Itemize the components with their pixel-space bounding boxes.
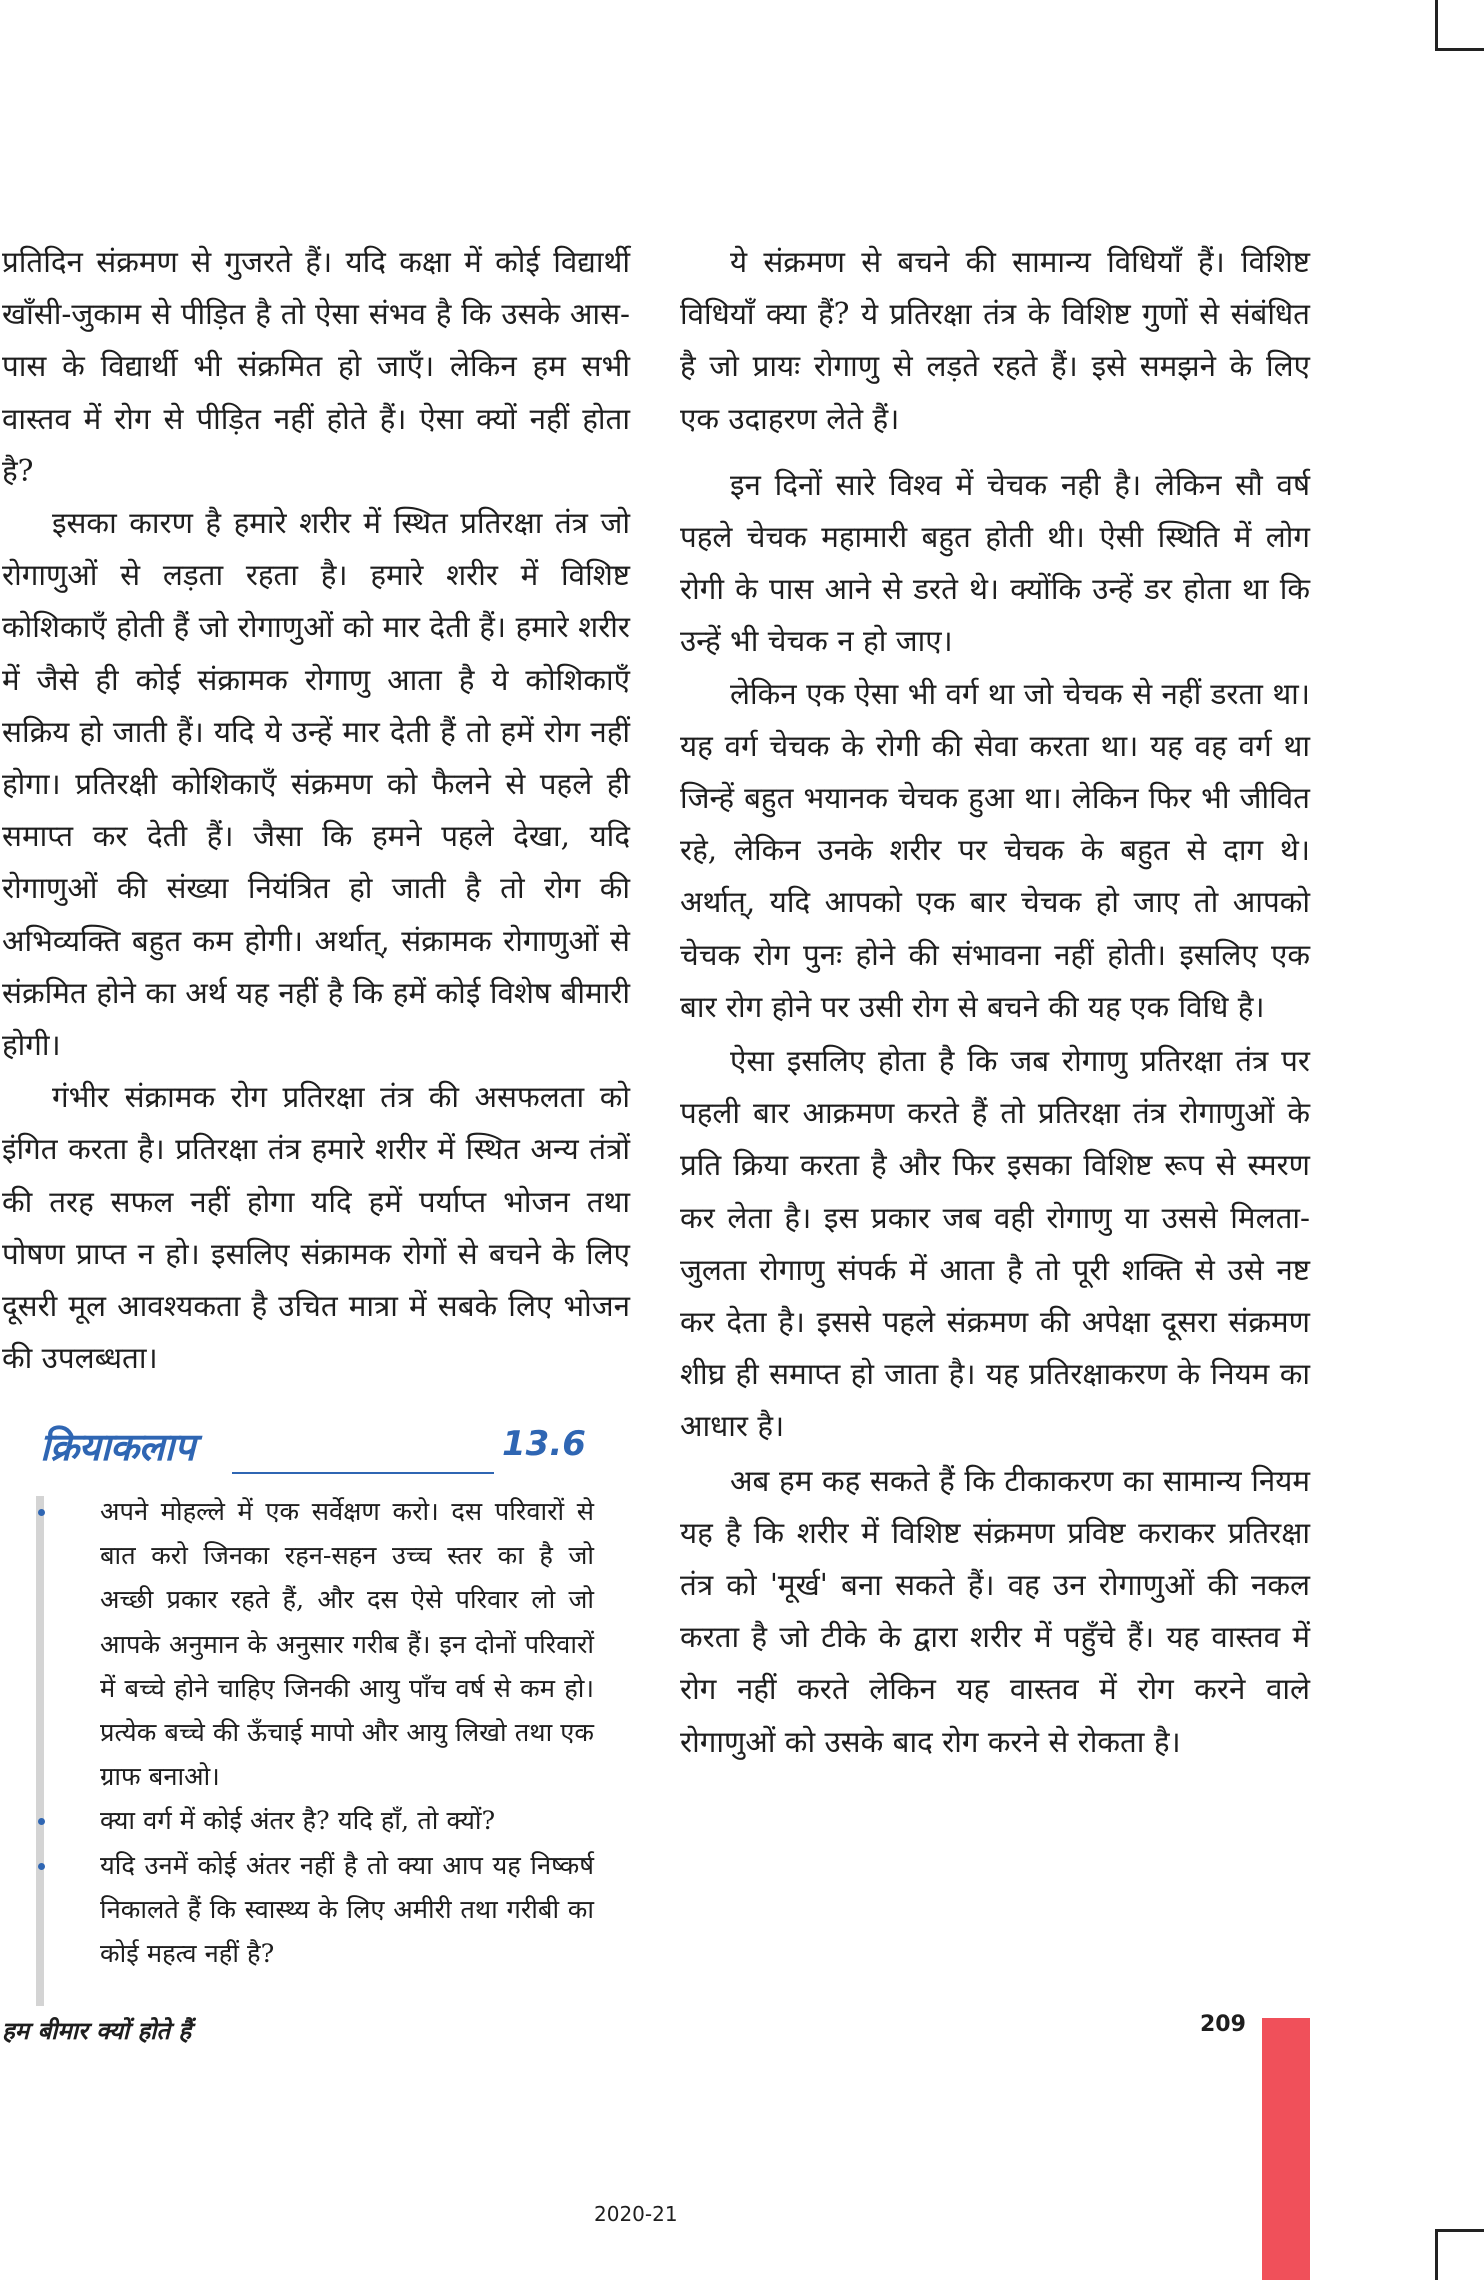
crop-mark-bottom <box>1435 2229 1484 2280</box>
activity-title: क्रियाकलाप <box>40 1425 195 1469</box>
left-column <box>2 236 630 1384</box>
page-number: 209 <box>1200 2012 1246 2037</box>
edition-year: 2020-21 <box>594 2202 678 2226</box>
activity-item <box>38 1844 594 1977</box>
activity-item-text: यदि उनमें कोई अंतर नहीं है तो क्या आप यह निष्कर्ष निकालते हैं कि स्वास्थ्य के लिए अमीरी तथा गरीबी का कोई महत्व नहीं है? <box>100 1850 594 1970</box>
paragraph: अब हम कह सकते हैं कि टीकाकरण का सामान्य नियम यह है कि शरीर में विशिष्ट संक्रमण प्रविष्ट कराकर प्रतिरक्षा तंत्र को 'मूर्ख' बना सकते हैं। वह उन रोगाणुओं की नकल करता है जो टीके के द्वारा शरीर में पहुँचे हैं। यह वास्तव में रोग नहीं करते लेकिन यह वास्तव में रोग करने वाले रोगाणुओं को उसके बाद रोग करने से रोकता है। <box>680 1463 1310 1759</box>
activity-title-rule <box>232 1472 494 1474</box>
paragraph: इन दिनों सारे विश्व में चेचक नही है। लेकिन सौ वर्ष पहले चेचक महामारी बहुत होती थी। ऐसी स्थिति में लोग रोगी के पास आने से डरते थे। क्योंकि उन्हें डर होता था कि उन्हें भी चेचक न हो जाए। <box>680 467 1310 659</box>
page-tab-bar <box>1262 2018 1310 2280</box>
activity-item <box>38 1490 594 1799</box>
paragraph: लेकिन एक ऐसा भी वर्ग था जो चेचक से नहीं डरता था। यह वर्ग चेचक के रोगी की सेवा करता था। यह वह वर्ग था जिन्हें बहुत भयानक चेचक हुआ था। लेकिन फिर भी जीवित रहे, लेकिन उनके शरीर पर चेचक के बहुत से दाग थे। अर्थात्, यदि आपको एक बार चेचक हो जाए तो आपको चेचक रोग पुनः होने की संभावना नहीं होती। इसलिए एक बार रोग होने पर उसी रोग से बचने की यह एक विधि है। <box>680 676 1310 1024</box>
right-column <box>680 236 1310 1768</box>
activity-list <box>38 1490 594 1976</box>
activity-item-text: अपने मोहल्ले में एक सर्वेक्षण करो। दस परिवारों से बात करो जिनका रहन-सहन उच्च स्तर का है जो अच्छी प्रकार रहते हैं, और दस ऐसे परिवार लो जो आपके अनुमान के अनुसार गरीब हैं। इन दोनों परिवारों में बच्चे होने चाहिए जिनकी आयु पाँच वर्ष से कम हो। प्रत्येक बच्चे की ऊँचाई मापो और आयु लिखो तथा एक ग्राफ बनाओ। <box>100 1497 594 1793</box>
activity-item <box>38 1799 594 1843</box>
paragraph: गंभीर संक्रामक रोग प्रतिरक्षा तंत्र की असफलता को इंगित करता है। प्रतिरक्षा तंत्र हमारे शरीर में स्थित अन्य तंत्रों की तरह सफल नहीं होगा यदि हमें पर्याप्त भोजन तथा पोषण प्राप्त न हो। इसलिए संक्रामक रोगों से बचने के लिए दूसरी मूल आवश्यकता है उचित मात्रा में सबके लिए भोजन की उपलब्धता। <box>2 1080 630 1376</box>
paragraph: इसका कारण है हमारे शरीर में स्थित प्रतिरक्षा तंत्र जो रोगाणुओं से लड़ता रहता है। हमारे शरीर में विशिष्ट कोशिकाएँ होती हैं जो रोगाणुओं को मार देती हैं। हमारे शरीर में जैसे ही कोई संक्रामक रोगाणु आता है ये कोशिकाएँ सक्रिय हो जाती हैं। यदि ये उन्हें मार देती हैं तो हमें रोग नहीं होगा। प्रतिरक्षी कोशिकाएँ संक्रमण को फैलने से पहले ही समाप्त कर देती हैं। जैसा कि हमने पहले देखा, यदि रोगाणुओं की संख्या नियंत्रित हो जाती है तो रोग की अभिव्यक्ति बहुत कम होगी। अर्थात्, संक्रामक रोगाणुओं से संक्रमित होने का अर्थ यह नहीं है कि हमें कोई विशेष बीमारी होगी। <box>2 506 630 1063</box>
paragraph: ये संक्रमण से बचने की सामान्य विधियाँ हैं। विशिष्ट विधियाँ क्या हैं? ये प्रतिरक्षा तंत्र के विशिष्ट गुणों से संबंधित है जो प्रायः रोगाणु से लड़ते रहते हैं। इसे समझने के लिए एक उदाहरण लेते हैं। <box>680 245 1310 436</box>
bullet-icon <box>38 1863 45 1870</box>
activity-number: 13.6 <box>502 1424 586 1464</box>
crop-mark-top <box>1435 0 1484 51</box>
chapter-title-footer: हम बीमार क्यों होते हैं <box>2 2016 192 2045</box>
paragraph: ऐसा इसलिए होता है कि जब रोगाणु प्रतिरक्षा तंत्र पर पहली बार आक्रमण करते हैं तो प्रतिरक्षा तंत्र रोगाणुओं के प्रति क्रिया करता है और फिर इसका विशिष्ट रूप से स्मरण कर लेता है। इस प्रकार जब वही रोगाणु या उससे मिलता-जुलता रोगाणु संपर्क में आता है तो पूरी शक्ति से उसे नष्ट कर देता है। इससे पहले संक्रमण की अपेक्षा दूसरा संक्रमण शीघ्र ही समाप्त हो जाता है। यह प्रतिरक्षाकरण के नियम का आधार है। <box>680 1044 1310 1444</box>
activity-item-text: क्या वर्ग में कोई अंतर है? यदि हाँ, तो क्यों? <box>100 1806 496 1837</box>
bullet-icon <box>38 1818 45 1825</box>
bullet-icon <box>38 1509 45 1516</box>
paragraph: प्रतिदिन संक्रमण से गुजरते हैं। यदि कक्षा में कोई विद्यार्थी खाँसी-जुकाम से पीड़ित है तो ऐसा संभव है कि उसके आस-पास के विद्यार्थी भी संक्रमित हो जाएँ। लेकिन हम सभी वास्तव में रोग से पीड़ित नहीं होते हैं। ऐसा क्यों नहीं होता है? <box>2 245 630 488</box>
